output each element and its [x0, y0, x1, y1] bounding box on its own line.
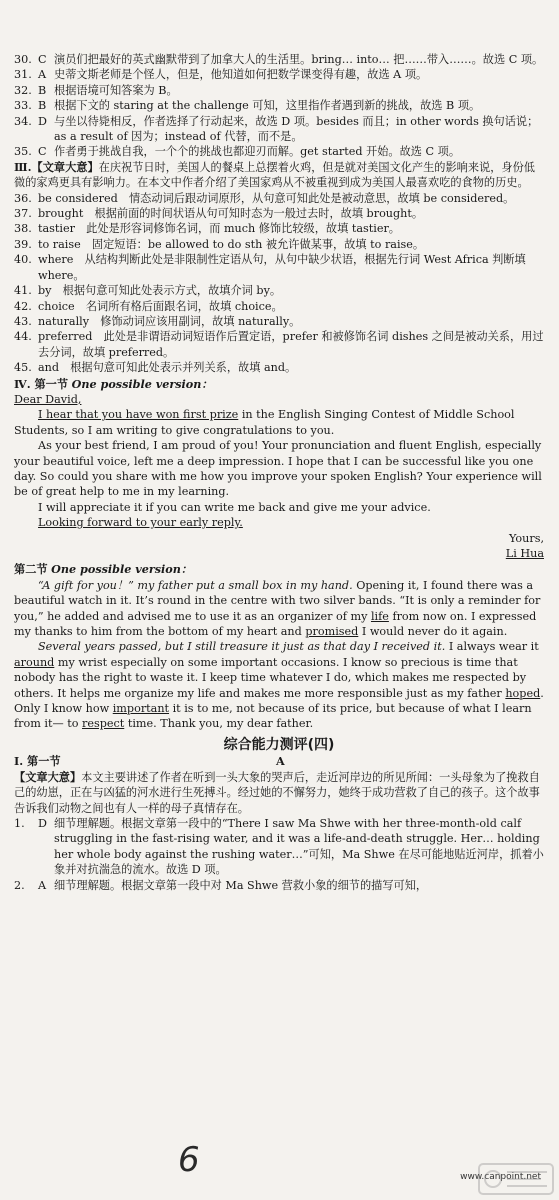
answer-explanation: by 根据句意可知此处表示方式，故填介词 by。 [38, 284, 282, 298]
answer-explanation: naturally 修饰动词应该用副词，故填 naturally。 [38, 314, 301, 328]
answer-explanation: tastier 此处是形容词修饰名词，而 much 修饰比较级，故填 tastier。 [38, 222, 400, 236]
answer-explanation: to raise 固定短语：be allowed to do sth 被允许做某事，故填 to raise。 [38, 237, 425, 251]
letter-paragraph-1: I hear that you have won first prize in the English Singing Contest of Middle School Students, so I am writing to give congratulations to you. [14, 408, 515, 437]
letter-paragraph-3: I will appreciate it if you can write me back and give me your advice. [38, 500, 431, 514]
answer-choice: C [38, 53, 47, 66]
answer-number: 2. [14, 878, 25, 892]
footer-url: www.canpoint.net [460, 1172, 541, 1182]
answer-number: 1. [14, 816, 25, 830]
answer-number: 37. [14, 207, 32, 221]
answer-item [14, 52, 544, 67]
answer-number: 35. [14, 145, 32, 159]
answer-item [14, 360, 544, 375]
answer-number: 40. [14, 253, 32, 267]
answer-item [14, 314, 544, 329]
answer-explanation: 与坐以待毙相反，作者选择了行动起来，故选 D 项。besides 而且；in other words 换句话说；as a result of 因为；instead of 代替，而不是。 [54, 114, 539, 144]
handwritten-page-number: 6 [178, 1140, 200, 1180]
summary-label: 【文章大意】 [14, 769, 82, 784]
section-4b-possible-version: One possible version： [51, 562, 193, 577]
answer-choice: A [38, 878, 47, 892]
part-1-header [14, 754, 544, 769]
document-content [14, 52, 544, 893]
answer-explanation: 作者勇于挑战自我，一个个的挑战也都迎刃而解。get started 开始。故选 C 项。 [54, 145, 461, 159]
answer-list-c [14, 816, 544, 893]
answer-explanation: 演员们把最好的英式幽默带到了加拿大人的生活里。bring… into… 把……带入……。故选 C 项。 [54, 53, 544, 66]
answer-explanation: 根据下文的 staring at the challenge 可知，这里指作者遇到新的挑战，故选 B 项。 [54, 99, 481, 113]
answer-list-a [14, 52, 544, 160]
passage-a-label: A [276, 754, 285, 769]
answer-number: 39. [14, 237, 32, 251]
answer-item [14, 114, 544, 145]
answer-number: 32. [14, 83, 32, 97]
answer-choice: B [38, 99, 47, 113]
letter-salutation: Dear David, [14, 392, 82, 406]
answer-item [14, 252, 544, 283]
watermark-logo-icon [477, 1160, 555, 1198]
answer-item [14, 283, 544, 298]
answer-number: 38. [14, 222, 32, 236]
letter-paragraph-2: As your best friend, I am proud of you! Your pronunciation and fluent English, especially your beautiful voice, left me a deep impression. I hope that I can be successful like you one day. So could you share with me how you improve your spoken English? Your experience will be of great help to me in my learning. [14, 439, 542, 499]
part-1-label: Ⅰ. 第一节 [14, 754, 61, 769]
answer-item [14, 299, 544, 314]
answer-choice: A [38, 68, 47, 82]
answer-number: 36. [14, 191, 32, 205]
answer-choice: C [38, 145, 47, 159]
answer-item [14, 83, 544, 98]
answer-number: 34. [14, 114, 32, 128]
answer-number: 33. [14, 99, 32, 113]
answer-explanation: 史蒂文斯老师是个怪人，但是，他知道如何把数学课变得有趣，故选 A 项。 [54, 68, 428, 82]
answer-choice: B [38, 83, 47, 97]
section-4-possible-version: One possible version： [71, 376, 213, 391]
story-paragraph-2: Several years passed, but I still treasure it just as that day I received it. I always wear it around my wrist especially on some important occasions. I know so precious is time that nobody has the right to waste it. I keep time whatever I do, which makes me respected by others. It helps me organize my life and makes me more responsible just as my father hoped. Only I know how important it is to me, not because of its price, but because of what I learn from it— to respect time. Thank you, my dear father. [14, 640, 544, 731]
letter-paragraph-4: Looking forward to your early reply. [38, 516, 243, 530]
section-4-label: Ⅳ. 第一节 [14, 376, 69, 391]
answer-explanation: 细节理解题。根据文章第一段中对 Ma Shwe 营救小象的细节的描写可知， [54, 878, 428, 892]
answer-item [14, 98, 544, 113]
section-4b-label: 第二节 [14, 562, 48, 577]
answer-number: 41. [14, 284, 32, 298]
answer-explanation: and 根据句意可知此处表示并列关系，故填 and。 [38, 361, 297, 375]
answer-explanation: 根据语境可知答案为 B。 [54, 83, 178, 97]
answer-number: 43. [14, 314, 32, 328]
answer-explanation: brought 根据前面的时间状语从句可知时态为一般过去时，故填 brought。 [38, 207, 424, 221]
answer-number: 30. [14, 53, 32, 66]
section-3-text: 在庆祝节日时，美国人的餐桌上总摆着火鸡，但是就对美国文化产生的影响来说，身份低微的家鸡更具有影响力。在本文中作者介绍了美国家鸡从不被重视到成为美国人最喜欢吃的食物的历史。 [14, 160, 535, 190]
section-4-header [14, 377, 544, 392]
test-title: 综合能力测评(四) [223, 736, 335, 753]
letter-signature: Li Hua [505, 547, 544, 560]
answer-number: 42. [14, 299, 32, 313]
answer-item [14, 329, 544, 360]
answer-explanation: 细节理解题。根据文章第一段中的“There I saw Ma Shwe with her three-month-old calf struggling in the fast-rising water, and it was a life-and-death struggle. Her… holding her whole body against the rushing water…”可知，Ma Shwe 在尽可能地贴近河岸，抓着小象并对抗湍急的流水。故选 D 项。 [54, 816, 544, 877]
answer-item [14, 206, 544, 221]
answer-item [14, 816, 544, 878]
answer-number: 45. [14, 361, 32, 375]
section-4b-header [14, 562, 544, 577]
answer-number: 31. [14, 68, 32, 82]
section-3-summary [14, 160, 544, 191]
answer-choice: D [38, 816, 47, 830]
summary-text: 本文主要讲述了作者在听到一头大象的哭声后，走近河岸边的所见所闻：一头母象为了挽救自己的幼崽，正在与凶猛的河水进行生死搏斗。经过她的不懈努力，她终于成功营救了自己的孩子。这个故事告诉我们动物之间也有人一样的母子真情存在。 [14, 770, 540, 815]
letter [14, 392, 544, 561]
answer-explanation: where 从结构判断此处是非限制性定语从句，从句中缺少状语，根据先行词 West Africa 判断填 where。 [38, 253, 526, 282]
answer-item [14, 191, 544, 206]
section-3-label: Ⅲ.【文章大意】 [14, 159, 99, 174]
answer-number: 44. [14, 330, 32, 344]
passage-summary [14, 770, 544, 816]
answer-explanation: preferred 此处是非谓语动词短语作后置定语，prefer 和被修饰名词 dishes 之间是被动关系，用过去分词，故填 preferred。 [38, 330, 544, 359]
letter-closing: Yours, [509, 531, 544, 545]
answer-list-b [14, 191, 544, 376]
answer-explanation: be considered 情态动词后跟动词原形，从句意可知此处是被动意思，故填 be considered。 [38, 191, 515, 205]
answer-item [14, 237, 544, 252]
answer-item [14, 67, 544, 82]
answer-item [14, 144, 544, 159]
answer-choice: D [38, 114, 47, 128]
answer-explanation: choice 名词所有格后面跟名词，故填 choice。 [38, 299, 283, 313]
answer-item [14, 878, 544, 893]
answer-item [14, 221, 544, 236]
story [14, 578, 544, 732]
story-paragraph-1: “A gift for you！” my father put a small box in my hand. Opening it, I found there was a beautiful watch in it. It’s round in the centre with two silver bands. “It is only a reminder for you,” he added and advised me to use it as an organizer of my life from now on. I expressed my thanks to him from the bottom of my heart and promised I would never do it again. [14, 578, 541, 639]
